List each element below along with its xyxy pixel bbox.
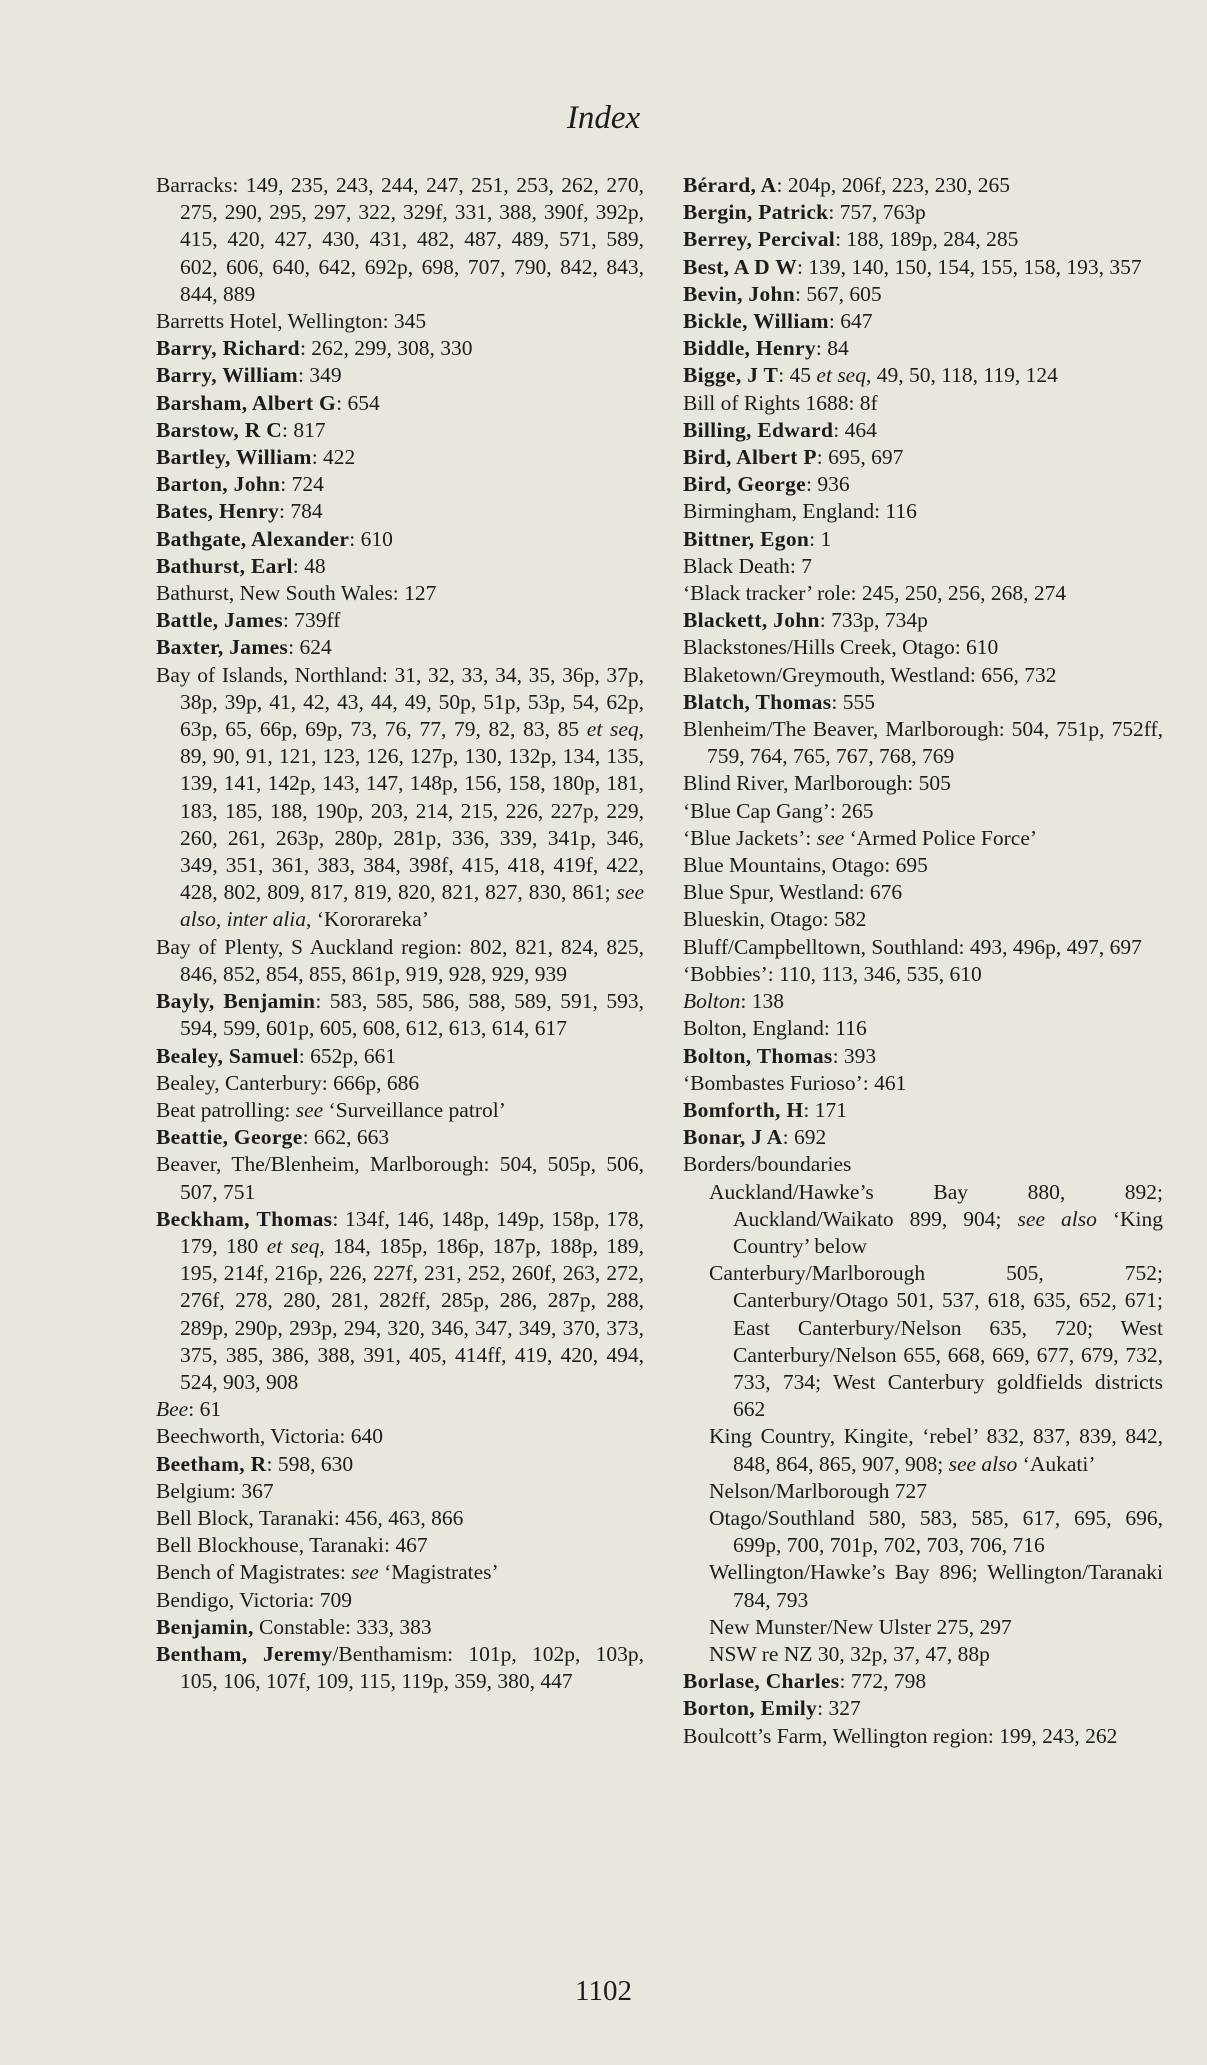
index-entry — [683, 172, 1163, 199]
index-entry — [156, 634, 644, 661]
entry-heading: Bevin, John — [683, 281, 796, 306]
entry-heading: Berrey, Percival — [683, 227, 836, 252]
entry-heading: Blatch, Thomas — [683, 689, 832, 714]
entry-heading: Barton, John — [156, 472, 281, 497]
entry-text: , 184, 185p, 186p, 187p, 188p, 189, 195, 214f, 216p, 226, 227f, 231, 252, 260f, 263, 272, 276f, 278, 280, 281, 282ff, 285p, 286, 287p, 288, 289p, 290p, 293p, 294, 320, 346, 347, 349, 370, 373, 375, 385, 386, 388, 391, 405, 414ff, 419, 420, 494, 524, 903, 908 — [180, 1233, 645, 1394]
entry-text: : 138 — [740, 989, 784, 1014]
entry-heading: Bathurst, Earl — [156, 553, 293, 578]
index-entry — [156, 553, 644, 580]
entry-text: ‘Magistrates’ — [378, 1560, 499, 1585]
entry-text: Blaketown/Greymouth, Westland: 656, 732 — [683, 662, 1057, 687]
entry-text: Bathurst, New South Wales: 127 — [156, 581, 437, 606]
entry-heading: Battle, James — [156, 608, 283, 633]
entry-text: : 464 — [833, 417, 877, 442]
index-entry — [683, 254, 1163, 281]
entry-text: : 583, 585, 586, 588, 589, 591, 593, 594, 599, 601p, 605, 608, 612, 613, 614, 617 — [180, 989, 644, 1041]
index-entry — [683, 662, 1163, 689]
entry-text: Bendigo, Victoria: 709 — [156, 1587, 352, 1612]
entry-text: : 171 — [803, 1097, 847, 1122]
index-entry — [156, 1206, 644, 1396]
index-entry — [683, 689, 1163, 716]
index-entry — [683, 580, 1163, 607]
index-column-right — [683, 172, 1163, 1750]
entry-text: ‘Bobbies’: 110, 113, 346, 535, 610 — [683, 961, 982, 986]
index-entry — [156, 1532, 644, 1559]
entry-heading: Bealey, Samuel — [156, 1043, 299, 1068]
entry-text: ‘Black tracker’ role: 245, 250, 256, 268, 274 — [683, 581, 1067, 606]
entry-text: Bluff/Campbelltown, Southland: 493, 496p, 497, 697 — [683, 934, 1142, 959]
entry-text: : 204p, 206f, 223, 230, 265 — [776, 173, 1010, 197]
entry-heading: Baxter, James — [156, 635, 289, 660]
entry-text: ‘Aukati’ — [1017, 1451, 1096, 1476]
index-entry — [683, 1097, 1163, 1124]
index-entry — [683, 1559, 1163, 1613]
index-entry — [683, 1124, 1163, 1151]
index-entry — [156, 1097, 644, 1124]
index-entry — [156, 308, 644, 335]
entry-text: NSW re NZ 30, 32p, 37, 47, 88p — [709, 1641, 990, 1666]
entry-text: : 134f, 146, 148p, 149p, 158p, 178, 179, 180 — [180, 1206, 645, 1258]
entry-heading: Bird, George — [683, 472, 807, 497]
index-entry — [683, 1070, 1163, 1097]
entry-text: : 647 — [828, 309, 873, 334]
index-entry — [156, 471, 644, 498]
entry-heading: Biddle, Henry — [683, 336, 816, 361]
entry-heading: Beckham, Thomas — [156, 1206, 333, 1231]
entry-text: , ‘Kororareka’ — [306, 907, 429, 932]
entry-text: Beat patrolling: — [156, 1097, 296, 1122]
entry-text: : 654 — [336, 390, 380, 415]
index-entry — [683, 417, 1163, 444]
entry-text: see — [295, 1097, 324, 1122]
entry-heading: Barry, Richard — [156, 336, 300, 361]
entry-text: Auckland/Hawke’s Bay 880, 892; Auckland/Waikato 899, 904; — [709, 1179, 1163, 1231]
page-title: Index — [566, 100, 641, 136]
entry-text: : 349 — [297, 363, 342, 388]
entry-text: Birmingham, England: 116 — [683, 499, 917, 524]
entry-heading: Bigge, J T — [683, 363, 779, 388]
entry-text: Blackstones/Hills Creek, Otago: 610 — [683, 635, 999, 660]
entry-heading: Benjamin, — [156, 1614, 254, 1639]
entry-heading: Borton, Emily — [683, 1696, 818, 1721]
index-entry — [156, 1396, 644, 1423]
index-entry — [156, 172, 644, 308]
entry-heading: Barry, William — [156, 363, 298, 388]
entry-text: Blenheim/The Beaver, Marlborough: 504, 751p, 752ff, 759, 764, 765, 767, 768, 769 — [683, 717, 1163, 769]
index-entry — [683, 362, 1163, 389]
entry-text: : 624 — [288, 635, 332, 660]
index-entry — [683, 1260, 1163, 1423]
index-entry — [683, 607, 1163, 634]
entry-text: Blueskin, Otago: 582 — [683, 907, 867, 932]
index-entry — [156, 444, 644, 471]
entry-text: ‘Surveillance patrol’ — [323, 1097, 506, 1122]
entry-text: Wellington/Hawke’s Bay 896; Wellington/Taranaki 784, 793 — [709, 1560, 1163, 1612]
index-entry — [156, 526, 644, 553]
index-entry — [683, 308, 1163, 335]
index-entry — [156, 1614, 644, 1641]
entry-heading: Bittner, Egon — [683, 526, 810, 551]
entry-heading: Billing, Edward — [683, 417, 834, 442]
index-column-left — [156, 172, 644, 1695]
index-entry — [683, 1151, 1163, 1178]
index-entry — [156, 1043, 644, 1070]
entry-heading: Blackett, John — [683, 608, 820, 633]
index-entry — [683, 471, 1163, 498]
index-entry — [156, 1124, 644, 1151]
entry-text: Belgium: 367 — [156, 1478, 274, 1503]
entry-text: Beaver, The/Blenheim, Marlborough: 504, 505p, 506, 507, 751 — [156, 1152, 644, 1204]
entry-text: King Country, Kingite, ‘rebel’ 832, 837, 839, 842, 848, 864, 865, 907, 908; — [709, 1424, 1163, 1476]
index-entry — [156, 607, 644, 634]
entry-text: , 89, 90, 91, 121, 123, 126, 127p, 130, 132p, 134, 135, 139, 141, 142p, 143, 147, 148p, 156, 158, 180p, 181, 183, 185, 188, 190p, 203, 214, 215, 226, 227p, 229, 260, 261, 263p, 280p, 281p, 336, 339, 341p, 346, 349, 351, 361, 383, 384, 398f, 415, 418, 419f, 422, 428, 802, 809, 817, 819, 820, 821, 827, 830, 861; — [180, 717, 644, 905]
entry-text: Blue Spur, Westland: 676 — [683, 880, 903, 905]
entry-heading: Bolton, Thomas — [683, 1043, 833, 1068]
index-entry — [683, 634, 1163, 661]
entry-text: Bay of Plenty, S Auckland region: 802, 821, 824, 825, 846, 852, 854, 855, 861p, 919, 928, 929, 939 — [156, 934, 644, 986]
index-entry — [683, 444, 1163, 471]
index-entry — [683, 852, 1163, 879]
entry-heading: Bonar, J A — [683, 1125, 783, 1150]
index-entry — [156, 662, 644, 934]
entry-text: : 139, 140, 150, 154, 155, 158, 193, 357 — [797, 254, 1142, 279]
entry-text: et seq — [586, 717, 639, 742]
entry-text: : 817 — [282, 417, 326, 442]
entry-heading: Bergin, Patrick — [683, 200, 829, 225]
index-entry — [683, 825, 1163, 852]
entry-text: : 733p, 734p — [819, 608, 928, 633]
entry-text: Bealey, Canterbury: 666p, 686 — [156, 1070, 420, 1095]
index-entry — [683, 798, 1163, 825]
index-entry — [156, 934, 644, 988]
entry-text: Barretts Hotel, Wellington: 345 — [156, 309, 427, 334]
entry-text: : 757, 763p — [828, 200, 926, 225]
index-entry — [156, 1423, 644, 1450]
entry-text: /Benthamism: 101p, 102p, 103p, 105, 106, 107f, 109, 115, 119p, 359, 380, 447 — [180, 1641, 644, 1694]
index-entry — [156, 1451, 644, 1478]
entry-text: : 772, 798 — [839, 1669, 927, 1694]
entry-text: Bill of Rights 1688: 8f — [683, 390, 878, 415]
index-entry — [683, 1423, 1163, 1477]
entry-text: Blind River, Marlborough: 505 — [683, 771, 951, 796]
entry-text: Black Death: 7 — [683, 553, 812, 578]
entry-heading: Bird, Albert P — [683, 445, 817, 470]
entry-text: Bolton — [683, 989, 741, 1014]
entry-text: ‘Bombastes Furioso’: 461 — [683, 1070, 907, 1095]
entry-text: Bench of Magistrates: — [156, 1560, 352, 1585]
entry-text: : 48 — [292, 553, 326, 578]
entry-text: : 61 — [188, 1397, 222, 1422]
index-entry — [683, 716, 1163, 770]
index-entry — [683, 1179, 1163, 1261]
index-entry — [683, 1505, 1163, 1559]
entry-text: Barracks: 149, 235, 243, 244, 247, 251, 253, 262, 270, 275, 290, 295, 297, 322, 329f, 331, 388, 390f, 392p, 415, 420, 427, 430, 431, 482, 487, 489, 571, 589, 602, 606, 640, 642, 692p, 698, 707, 790, 842, 843, 844, 889 — [156, 173, 644, 306]
index-entry — [156, 362, 644, 389]
entry-text: Borders/boundaries — [683, 1152, 852, 1177]
entry-text: : 936 — [806, 472, 850, 497]
entry-text: : 784 — [279, 499, 323, 524]
index-entry — [156, 1070, 644, 1097]
index-entry — [683, 988, 1163, 1015]
index-entry — [683, 1015, 1163, 1042]
index-entry — [683, 199, 1163, 226]
index-entry — [156, 1478, 644, 1505]
index-entry — [156, 390, 644, 417]
index-entry — [683, 1668, 1163, 1695]
entry-text: : 567, 605 — [795, 281, 882, 306]
entry-text: et seq — [816, 363, 866, 388]
entry-text: ‘Blue Cap Gang’: 265 — [683, 798, 874, 823]
entry-text: Bell Block, Taranaki: 456, 463, 866 — [156, 1505, 464, 1530]
index-entry — [683, 1478, 1163, 1505]
entry-text: see also, inter alia — [180, 880, 644, 932]
index-entry — [683, 335, 1163, 362]
index-entry — [156, 335, 644, 362]
entry-text: : 724 — [280, 472, 324, 497]
entry-heading: Barsham, Albert G — [156, 390, 337, 415]
index-entry — [156, 417, 644, 444]
entry-text: see — [351, 1560, 379, 1585]
index-entry — [683, 1043, 1163, 1070]
entry-text: et seq — [266, 1233, 320, 1258]
entry-heading: Bickle, William — [683, 309, 829, 334]
entry-text: see also — [1017, 1206, 1097, 1231]
entry-heading: Bathgate, Alexander — [156, 526, 350, 551]
entry-text: : 262, 299, 308, 330 — [299, 336, 473, 361]
entry-text: Constable: 333, 383 — [253, 1614, 432, 1639]
entry-text: : 692 — [782, 1125, 827, 1150]
entry-text: Canterbury/Marlborough 505, 752; Canterbury/Otago 501, 537, 618, 635, 652, 671; East Canterbury/Nelson 635, 720; West Canterbury/Nelson 655, 668, 669, 677, 679, 732, 733, 734; West Canterbury goldfields districts 662 — [709, 1261, 1163, 1422]
entry-text: Bolton, England: 116 — [683, 1016, 867, 1041]
page-number: 1102 — [575, 1975, 632, 2007]
index-entry — [683, 498, 1163, 525]
index-entry — [156, 1559, 644, 1586]
entry-text: Nelson/Marlborough 727 — [709, 1478, 927, 1503]
entry-text: Bell Blockhouse, Taranaki: 467 — [156, 1533, 428, 1558]
entry-heading: Bartley, William — [156, 445, 312, 470]
entry-heading: Bates, Henry — [156, 499, 280, 524]
index-entry — [683, 526, 1163, 553]
entry-text: New Munster/New Ulster 275, 297 — [709, 1614, 1012, 1639]
index-entry — [683, 1695, 1163, 1722]
entry-text: : 695, 697 — [816, 445, 904, 470]
entry-text: , 49, 50, 118, 119, 124 — [865, 363, 1058, 388]
entry-text: Otago/Southland 580, 583, 585, 617, 695, 696, 699p, 700, 701p, 702, 703, 706, 716 — [709, 1505, 1163, 1558]
entry-text: see also — [948, 1451, 1018, 1476]
index-entry — [683, 879, 1163, 906]
entry-text: : 327 — [817, 1696, 861, 1721]
entry-heading: Barstow, R C — [156, 417, 283, 442]
entry-heading: Beattie, George — [156, 1125, 303, 1150]
index-entry — [156, 1587, 644, 1614]
index-entry — [683, 1614, 1163, 1641]
index-entry — [683, 226, 1163, 253]
entry-text: : 555 — [831, 689, 875, 714]
entry-text: : 393 — [832, 1043, 877, 1068]
entry-text: ‘Armed Police Force’ — [844, 825, 1038, 850]
index-entry — [683, 553, 1163, 580]
entry-text: : 422 — [311, 445, 356, 470]
index-entry — [683, 390, 1163, 417]
index-entry — [683, 906, 1163, 933]
entry-text: Boulcott’s Farm, Wellington region: 199, 243, 262 — [683, 1723, 1118, 1748]
index-entry — [156, 498, 644, 525]
entry-text: : 1 — [809, 526, 832, 551]
index-entry — [156, 1641, 644, 1695]
entry-heading: Bentham, Jeremy — [156, 1641, 333, 1666]
entry-text: : 610 — [349, 526, 393, 551]
entry-text: : 84 — [815, 336, 849, 361]
entry-heading: Bérard, A — [683, 173, 777, 197]
entry-text: : 662, 663 — [302, 1125, 390, 1150]
entry-heading: Bayly, Benjamin — [156, 989, 316, 1014]
entry-heading: Beetham, R — [156, 1451, 267, 1476]
entry-text: see — [816, 825, 845, 850]
entry-text: : 652p, 661 — [298, 1043, 397, 1068]
entry-text: ‘Blue Jackets’: — [683, 825, 817, 850]
entry-text: Blue Mountains, Otago: 695 — [683, 853, 928, 878]
entry-heading: Borlase, Charles — [683, 1669, 840, 1694]
index-entry — [683, 281, 1163, 308]
index-entry — [683, 1723, 1163, 1750]
entry-heading: Best, A D W — [683, 254, 798, 279]
entry-text: : 598, 630 — [266, 1451, 354, 1476]
index-entry — [683, 934, 1163, 961]
entry-text: Beechworth, Victoria: 640 — [156, 1424, 383, 1449]
entry-heading: Bomforth, H — [683, 1097, 804, 1122]
index-entry — [156, 1151, 644, 1205]
entry-text: : 188, 189p, 284, 285 — [835, 227, 1019, 252]
index-entry — [683, 961, 1163, 988]
entry-text: ‘King Country’ below — [733, 1206, 1163, 1258]
index-entry — [683, 1641, 1163, 1668]
index-entry — [156, 988, 644, 1042]
index-entry — [683, 770, 1163, 797]
index-entry — [156, 580, 644, 607]
entry-text: : 45 — [778, 363, 817, 388]
entry-text: : 739ff — [282, 608, 341, 633]
index-entry — [156, 1505, 644, 1532]
entry-text: Bay of Islands, Northland: 31, 32, 33, 34, 35, 36p, 37p, 38p, 39p, 41, 42, 43, 44, 49, 50p, 51p, 53p, 54, 62p, 63p, 65, 66p, 69p, 73, 76, 77, 79, 82, 83, 85 — [156, 662, 644, 742]
entry-text: Bee — [156, 1397, 189, 1422]
